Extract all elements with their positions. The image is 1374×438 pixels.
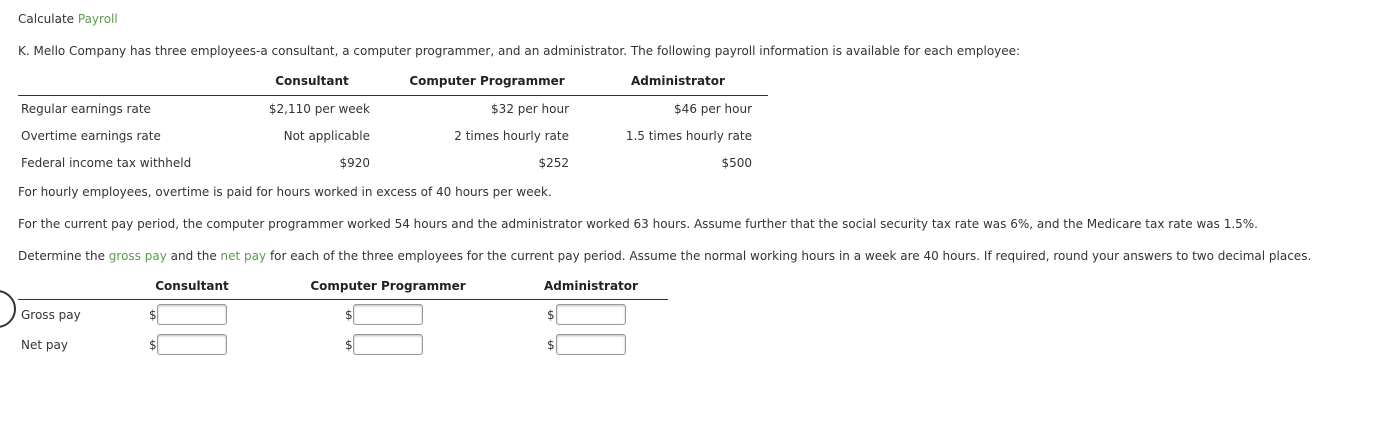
page-title <box>18 12 118 26</box>
row-label: Federal income tax withheld <box>21 156 192 170</box>
step-circle-icon <box>0 290 16 328</box>
row-label: Overtime earnings rate <box>21 129 161 143</box>
gross-pay-term[interactable]: gross pay <box>108 249 167 263</box>
gross-pay-consultant-input[interactable] <box>157 304 227 325</box>
info-header-programmer: Computer Programmer <box>409 74 565 88</box>
cell-programmer: $252 <box>538 156 569 170</box>
answer-header-programmer: Computer Programmer <box>310 279 466 293</box>
overtime-note: For hourly employees, overtime is paid for hours worked in excess of 40 hours per week. <box>18 185 552 199</box>
instruction-text <box>18 249 1311 263</box>
row-label: Gross pay <box>21 308 81 322</box>
answer-header-consultant: Consultant <box>155 279 229 293</box>
cell-administrator: $46 per hour <box>674 102 752 116</box>
gross-pay-administrator-input[interactable] <box>556 304 626 325</box>
row-label: Regular earnings rate <box>21 102 151 116</box>
cell-consultant: $920 <box>339 156 370 170</box>
currency-symbol: $ <box>149 338 157 352</box>
currency-symbol: $ <box>345 338 353 352</box>
title-highlight: Payroll <box>77 12 118 26</box>
intro-text: K. Mello Company has three employees-a consultant, a computer programmer, and an administrator. The following payroll information is available for each employee: <box>18 44 1021 58</box>
instr-part: and the <box>166 249 221 263</box>
net-pay-consultant-input[interactable] <box>157 334 227 355</box>
cell-consultant: $2,110 per week <box>268 102 370 116</box>
row-label: Net pay <box>21 338 68 352</box>
currency-symbol: $ <box>547 308 555 322</box>
currency-symbol: $ <box>547 338 555 352</box>
instr-part: for each of the three employees for the current pay period. Assume the normal working hours in a week are 40 hours. If required, round your answers to two decimal places. <box>266 249 1312 263</box>
cell-administrator: $500 <box>721 156 752 170</box>
info-table-rule <box>18 95 768 96</box>
gross-pay-programmer-input[interactable] <box>353 304 423 325</box>
cell-administrator: 1.5 times hourly rate <box>625 129 752 143</box>
cell-programmer: 2 times hourly rate <box>454 129 569 143</box>
instr-part: Determine the <box>18 249 109 263</box>
net-pay-programmer-input[interactable] <box>353 334 423 355</box>
answer-table-rule <box>18 299 668 300</box>
net-pay-term[interactable]: net pay <box>220 249 267 263</box>
info-header-administrator: Administrator <box>631 74 725 88</box>
scenario-text: For the current pay period, the computer programmer worked 54 hours and the administrator worked 63 hours. Assume further that the social security tax rate was 6%, and the Medicare tax rate was 1.5%. <box>18 217 1258 231</box>
answer-header-administrator: Administrator <box>544 279 638 293</box>
currency-symbol: $ <box>345 308 353 322</box>
info-header-consultant: Consultant <box>275 74 349 88</box>
cell-programmer: $32 per hour <box>491 102 569 116</box>
net-pay-administrator-input[interactable] <box>556 334 626 355</box>
cell-consultant: Not applicable <box>283 129 370 143</box>
currency-symbol: $ <box>149 308 157 322</box>
title-prefix: Calculate <box>18 12 75 26</box>
